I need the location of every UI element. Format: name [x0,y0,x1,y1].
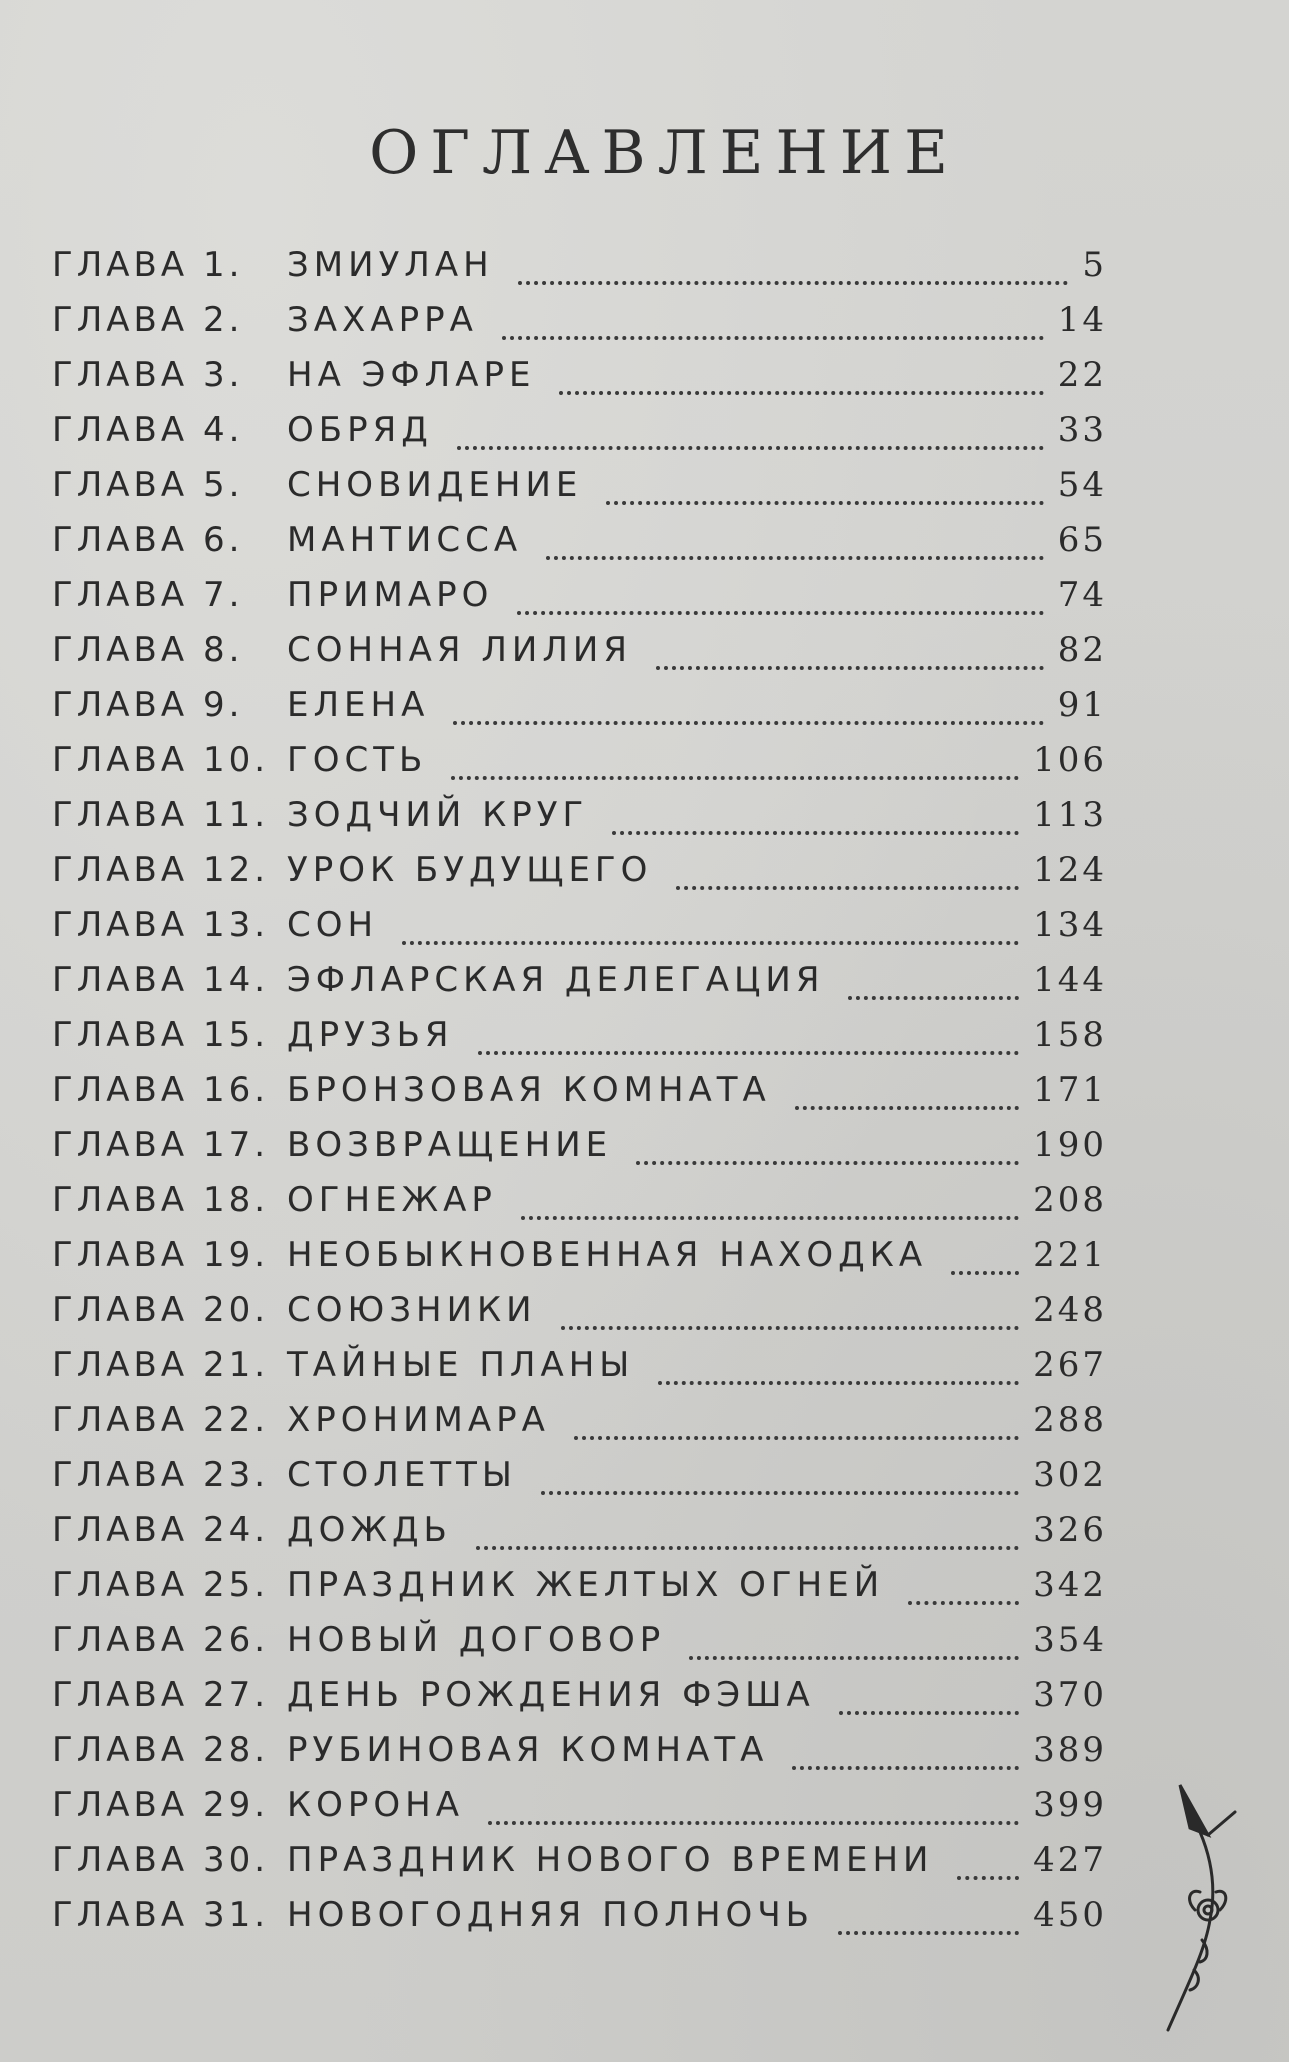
chapter-label: ГЛАВА 10. [52,740,270,780]
page-number: 33 [1057,410,1107,450]
chapter-title: ДОЖДЬ [287,1510,452,1550]
dot-leader [676,886,1019,890]
chapter-title: УРОК БУДУЩЕГО [287,850,653,890]
dot-leader [559,391,1043,395]
dot-leader [402,941,1019,945]
chapter-label: ГЛАВА 4. [52,410,244,450]
chapter-title: СТОЛЕТТЫ [287,1455,517,1495]
toc-entry [52,520,1107,575]
chapter-label: ГЛАВА 17. [52,1125,270,1165]
dot-leader [488,1821,1019,1825]
chapter-title: ЗМИУЛАН [287,245,494,285]
chapter-label: ГЛАВА 25. [52,1565,270,1605]
page-number: 144 [1033,960,1107,1000]
toc-entry [52,1345,1107,1400]
chapter-title: ОБРЯД [287,410,433,450]
dot-leader [951,1271,1019,1275]
chapter-title: НЕОБЫКНОВЕННАЯ НАХОДКА [287,1235,928,1275]
dot-leader [517,611,1043,615]
dot-leader [908,1601,1019,1605]
dot-leader [546,556,1044,560]
chapter-label: ГЛАВА 8. [52,630,244,670]
chapter-title: ЗОДЧИЙ КРУГ [287,795,589,835]
chapter-title: ПРИМАРО [287,575,494,615]
chapter-label: ГЛАВА 28. [52,1730,270,1770]
toc-entry [52,1730,1107,1785]
dot-leader [478,1051,1020,1055]
dot-leader [636,1161,1019,1165]
page-number: 22 [1057,355,1107,395]
page-number: 190 [1033,1125,1107,1165]
chapter-label: ГЛАВА 1. [52,245,244,285]
chapter-title: РУБИНОВАЯ КОМНАТА [287,1730,769,1770]
chapter-label: ГЛАВА 18. [52,1180,270,1220]
toc-entry [52,1180,1107,1235]
dot-leader [612,831,1019,835]
toc-entry [52,1785,1107,1840]
chapter-label: ГЛАВА 3. [52,355,244,395]
chapter-title: ПРАЗДНИК НОВОГО ВРЕМЕНИ [287,1840,934,1880]
chapter-label: ГЛАВА 6. [52,520,244,560]
toc-entry [52,795,1107,850]
toc-entry [52,1125,1107,1180]
page-number: 82 [1057,630,1107,670]
page-number: 427 [1033,1840,1107,1880]
chapter-title: ВОЗВРАЩЕНИЕ [287,1125,613,1165]
table-of-contents [52,245,1107,1950]
page-number: 342 [1033,1565,1107,1605]
dot-leader [656,666,1044,670]
chapter-label: ГЛАВА 20. [52,1290,270,1330]
chapter-label: ГЛАВА 13. [52,905,270,945]
arrow-flourish-icon [1150,1780,1260,2040]
page-number: 124 [1033,850,1107,890]
page-number: 302 [1033,1455,1107,1495]
page-number: 389 [1033,1730,1107,1770]
toc-entry [52,1455,1107,1510]
chapter-title: ХРОНИМАРА [287,1400,550,1440]
toc-entry [52,1620,1107,1675]
dot-leader [476,1546,1019,1550]
dot-leader [521,1216,1019,1220]
dot-leader [502,336,1044,340]
chapter-title: ОГНЕЖАР [287,1180,497,1220]
toc-entry [52,1565,1107,1620]
chapter-label: ГЛАВА 29. [52,1785,270,1825]
page-number: 158 [1033,1015,1107,1055]
toc-entry [52,1675,1107,1730]
chapter-title: ЕЛЕНА [287,685,430,725]
chapter-label: ГЛАВА 19. [52,1235,270,1275]
chapter-label: ГЛАВА 21. [52,1345,270,1385]
page-number: 113 [1033,795,1107,835]
chapter-title: ПРАЗДНИК ЖЕЛТЫХ ОГНЕЙ [287,1565,885,1605]
dot-leader [957,1876,1019,1880]
page-number: 370 [1033,1675,1107,1715]
dot-leader [606,501,1043,505]
chapter-title: БРОНЗОВАЯ КОМНАТА [287,1070,771,1110]
dot-leader [795,1106,1019,1110]
chapter-title: МАНТИССА [287,520,523,560]
chapter-label: ГЛАВА 7. [52,575,244,615]
chapter-label: ГЛАВА 11. [52,795,270,835]
dot-leader [792,1766,1019,1770]
chapter-label: ГЛАВА 24. [52,1510,270,1550]
chapter-label: ГЛАВА 23. [52,1455,270,1495]
toc-entry [52,575,1107,630]
toc-entry [52,850,1107,905]
chapter-label: ГЛАВА 14. [52,960,270,1000]
chapter-title: ЭФЛАРСКАЯ ДЕЛЕГАЦИЯ [287,960,825,1000]
chapter-label: ГЛАВА 12. [52,850,270,890]
chapter-label: ГЛАВА 2. [52,300,244,340]
dot-leader [848,996,1019,1000]
chapter-title: ГОСТЬ [287,740,428,780]
page-number: 288 [1033,1400,1107,1440]
toc-entry [52,1895,1107,1950]
chapter-title: КОРОНА [287,1785,464,1825]
toc-entry [52,1400,1107,1455]
chapter-label: ГЛАВА 30. [52,1840,270,1880]
toc-entry [52,1235,1107,1290]
toc-entry [52,245,1107,300]
toc-entry [52,1070,1107,1125]
chapter-title: НОВОГОДНЯЯ ПОЛНОЧЬ [287,1895,814,1935]
toc-entry [52,685,1107,740]
page-number: 54 [1057,465,1107,505]
chapter-label: ГЛАВА 22. [52,1400,270,1440]
dot-leader [839,1711,1019,1715]
toc-entry [52,630,1107,685]
chapter-title: СНОВИДЕНИЕ [287,465,583,505]
toc-entry [52,905,1107,960]
page-number: 221 [1033,1235,1107,1275]
toc-entry [52,300,1107,355]
toc-entry [52,410,1107,465]
page-number: 399 [1033,1785,1107,1825]
chapter-label: ГЛАВА 26. [52,1620,270,1660]
chapter-title: СОННАЯ ЛИЛИЯ [287,630,632,670]
toc-entry [52,1840,1107,1895]
dot-leader [451,776,1019,780]
chapter-label: ГЛАВА 31. [52,1895,270,1935]
page-number: 354 [1033,1620,1107,1660]
chapter-label: ГЛАВА 5. [52,465,244,505]
chapter-label: ГЛАВА 27. [52,1675,270,1715]
page-number: 65 [1057,520,1107,560]
toc-entry [52,1290,1107,1345]
toc-entry [52,465,1107,520]
chapter-title: ДЕНЬ РОЖДЕНИЯ ФЭША [287,1675,815,1715]
chapter-title: НОВЫЙ ДОГОВОР [287,1620,666,1660]
page-number: 450 [1033,1895,1107,1935]
page-number: 5 [1082,245,1107,285]
page-number: 248 [1033,1290,1107,1330]
dot-leader [561,1326,1020,1330]
toc-entry [52,960,1107,1015]
page-number: 91 [1057,685,1107,725]
chapter-title: ТАЙНЫЕ ПЛАНЫ [287,1345,635,1385]
toc-entry [52,1015,1107,1070]
dot-leader [689,1656,1019,1660]
page-number: 326 [1033,1510,1107,1550]
dot-leader [838,1931,1019,1935]
dot-leader [574,1436,1019,1440]
page-number: 208 [1033,1180,1107,1220]
chapter-title: СОЮЗНИКИ [287,1290,537,1330]
dot-leader [658,1381,1019,1385]
chapter-title: ЗАХАРРА [287,300,478,340]
toc-entry [52,740,1107,795]
chapter-label: ГЛАВА 16. [52,1070,270,1110]
toc-entry [52,355,1107,410]
chapter-title: СОН [287,905,379,945]
chapter-label: ГЛАВА 9. [52,685,244,725]
dot-leader [518,281,1069,285]
page-number: 134 [1033,905,1107,945]
page-number: 267 [1033,1345,1107,1385]
dot-leader [453,721,1043,725]
dot-leader [457,446,1044,450]
page-number: 14 [1057,300,1107,340]
chapter-title: НА ЭФЛАРЕ [287,355,536,395]
chapter-title: ДРУЗЬЯ [287,1015,454,1055]
toc-entry [52,1510,1107,1565]
page-number: 74 [1057,575,1107,615]
chapter-label: ГЛАВА 15. [52,1015,270,1055]
dot-leader [541,1491,1019,1495]
page-number: 106 [1033,740,1107,780]
page-number: 171 [1033,1070,1107,1110]
page-title: ОГЛАВЛЕНИЕ [369,118,960,188]
